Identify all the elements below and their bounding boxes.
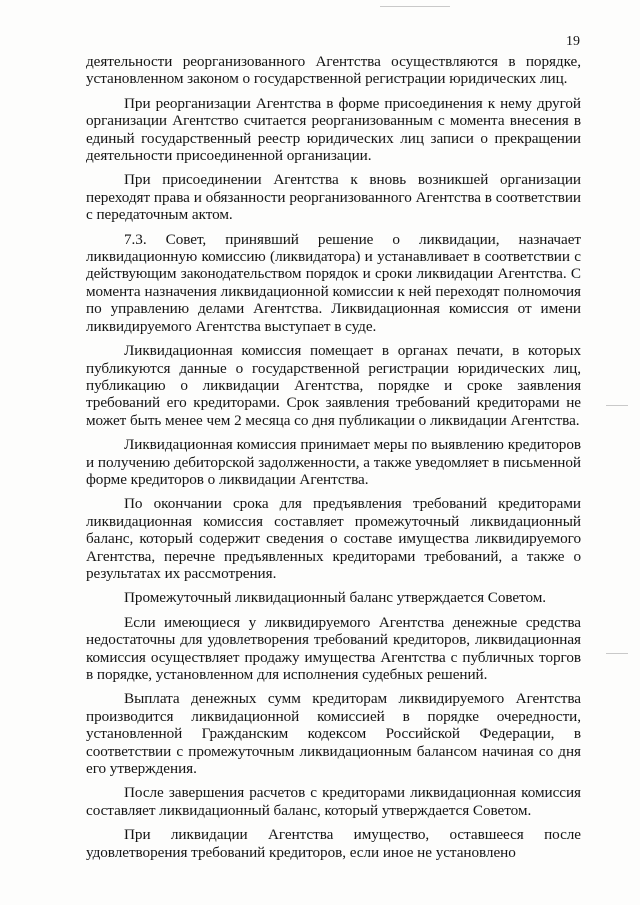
paragraph-section-7-3: 7.3. Совет, принявший решение о ликвидации, назначает ликвидационную комиссию (ликвидатора) и устанавливает в соответствии с действующим законодательством порядок и сроки ликвидации Агентства. С момента назначения ликвидационной комиссии к ней переходят полномочия по управлению делами Агентства. Ликвидационная комиссия от имени ликвидируемого Агентства выступает в суде. (86, 230, 581, 335)
scan-artifact (380, 6, 450, 7)
paragraph: Ликвидационная комиссия принимает меры по выявлению кредиторов и получению дебиторской задолженности, а также уведомляет в письменной форме кредиторов о ликвидации Агентства. (86, 436, 581, 488)
paragraph: По окончании срока для предъявления требований кредиторами ликвидационная комиссия составляет промежуточный ликвидационный баланс, который содержит сведения о составе имущества ликвидируемого Агентства, перечне предъявленных кредиторами требований, а также о результатах их рассмотрения. (86, 495, 581, 582)
paragraph: Промежуточный ликвидационный баланс утверждается Советом. (124, 589, 547, 607)
paragraph: Ликвидационная комиссия помещает в органах печати, в которых публикуются данные о государственной регистрации юридических лиц, публикацию о ликвидации Агентства, порядке и сроке заявления требований его кредиторами. Срок заявления требований кредиторами не может быть менее чем 2 месяца со дня публикации о ликвидации Агентства. (86, 342, 581, 429)
paragraph: После завершения расчетов с кредиторами ликвидационная комиссия составляет ликвидационный баланс, который утверждается Советом. (86, 784, 581, 819)
scan-artifact (606, 405, 628, 406)
paragraph-continuation: деятельности реорганизованного Агентства осуществляются в порядке, установленном законом о государственной регистрации юридических лиц. (86, 53, 581, 88)
scan-artifact (606, 653, 628, 654)
paragraph: При реорганизации Агентства в форме присоединения к нему другой организации Агентство считается реорганизованным с момента внесения в единый государственный реестр юридических лиц записи о прекращении деятельности присоединенной организации. (86, 94, 581, 165)
paragraph: При присоединении Агентства к вновь возникшей организации переходят права и обязанности реорганизованного Агентства в соответствии с передаточным актом. (86, 171, 581, 224)
paragraph-truncated: При ликвидации Агентства имущество, оставшееся после удовлетворения требований кредиторов, если иное не установлено (86, 826, 581, 861)
body-text (86, 53, 581, 861)
paragraph: Выплата денежных сумм кредиторам ликвидируемого Агентства производится ликвидационной комиссией в порядке очередности, установленной Гражданским кодексом Российской Федерации, в соответствии с промежуточным ликвидационным балансом начиная со дня его утверждения. (86, 690, 581, 778)
page-number: 19 (566, 34, 580, 49)
paragraph: Если имеющиеся у ликвидируемого Агентства денежные средства недостаточны для удовлетворения требований кредиторов, ликвидационная комиссия осуществляет продажу имущества Агентства с публичных торгов в порядке, установленном для исполнения судебных решений. (86, 613, 581, 683)
